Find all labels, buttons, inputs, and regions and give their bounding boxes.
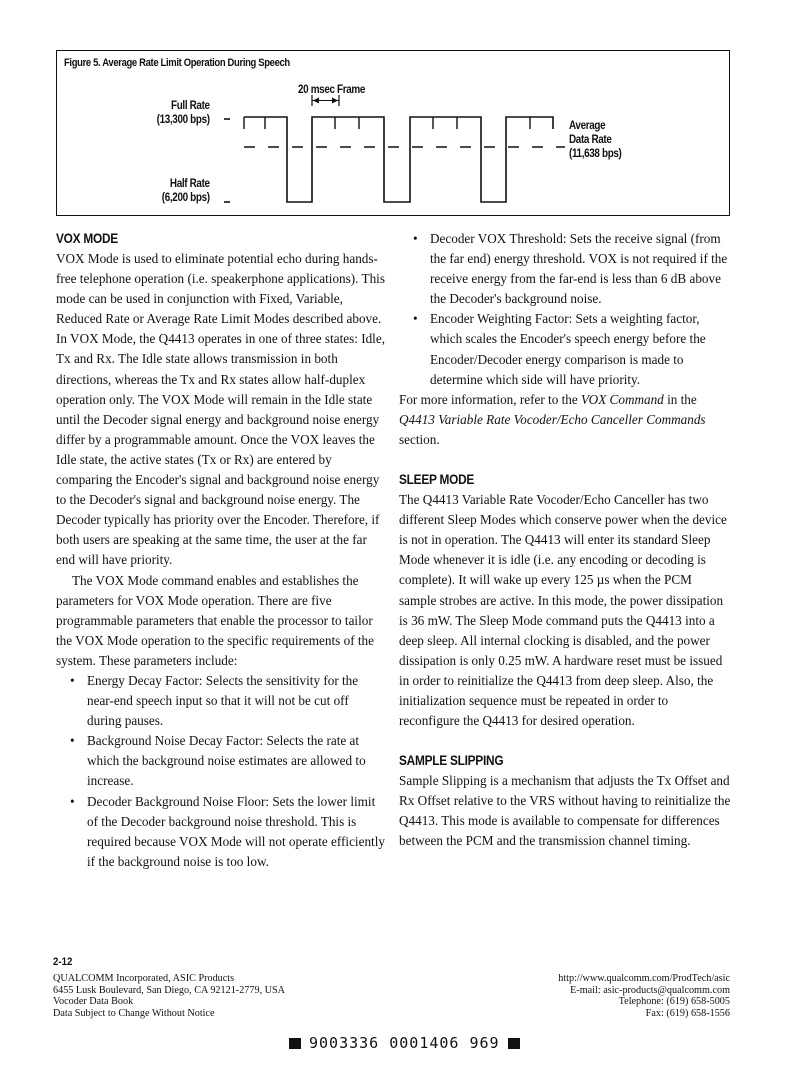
sample-slipping-heading: SAMPLE SLIPPING — [399, 753, 504, 769]
vox-mode-heading: VOX MODE — [56, 231, 118, 246]
right-column — [399, 229, 731, 852]
footer-company-info — [53, 973, 285, 1019]
rate-waveform — [244, 117, 553, 202]
half-rate-value: (6,200 bps) — [162, 192, 210, 204]
vox-parameter-list-continued — [399, 229, 731, 390]
list-item: • Energy Decay Factor: Selects the sensitivity for the near-end speech input so that it will not be cut off during pauses. — [56, 671, 386, 731]
half-rate-label — [162, 177, 210, 205]
rate-waveform-diagram — [57, 51, 729, 215]
footer-line: QUALCOMM Incorporated, ASIC Products — [53, 973, 235, 984]
figure-box — [56, 50, 730, 216]
list-item: • Decoder VOX Threshold: Sets the receive signal (from the far end) energy threshold. VOX is not required if the receive energy from the far-end is less than 6 dB above the Decoder's background noise. — [399, 229, 731, 309]
vox-mode-paragraph-2: The VOX Mode command enables and establishes the parameters for VOX Mode operation. There are five programmable parameters that enable the processor to tailor the VOX Mode operation to the specific requirements of the system. These parameters include: — [56, 572, 374, 668]
vox-more-info — [399, 390, 731, 450]
list-item: • Encoder Weighting Factor: Sets a weighting factor, which scales the Encoder's speech energy before the Encoder/Decoder energy comparison is made to determine which side will have priority. — [399, 309, 731, 389]
barcode-text: 9003336 0001406 969 — [309, 1034, 500, 1052]
footer-line: http://www.qualcomm.com/ProdTech/asic — [558, 973, 730, 984]
footer-line: Telephone: (619) 658-5005 — [618, 996, 730, 1008]
sample-slipping-paragraph: Sample Slipping is a mechanism that adjusts the Tx Offset and Rx Offset relative to the VRS without having to reinitialize the Q4413. This mode is available to compensate for differences between the PCM and the transmission channel timing. — [399, 773, 731, 849]
page-footer — [53, 956, 730, 1019]
full-rate-label — [157, 99, 210, 127]
average-rate-name-1: Average — [569, 120, 606, 132]
footer-contact-info — [558, 973, 730, 1019]
footer-line: 6455 Lusk Boulevard, San Diego, CA 92121-2779, USA — [53, 984, 286, 996]
frame-label: 20 msec Frame — [298, 84, 366, 96]
left-column — [56, 229, 386, 872]
footer-line: Vocoder Data Book — [53, 996, 134, 1008]
average-rate-label — [569, 119, 622, 161]
list-item: • Decoder Background Noise Floor: Sets the lower limit of the Decoder background noise threshold. This is required because VOX Mode will not operate efficiently if the background noise is too low. — [56, 792, 386, 872]
average-rate-value: (11,638 bps) — [569, 148, 622, 160]
footer-line: E-mail: asic-products@qualcomm.com — [570, 984, 730, 996]
barcode-block-left — [289, 1038, 301, 1049]
full-rate-value: (13,300 bps) — [156, 114, 210, 126]
vox-parameter-list — [56, 671, 386, 872]
sleep-mode-paragraph: The Q4413 Variable Rate Vocoder/Echo Canceller has two different Sleep Modes which conserve power when the device is not in operation. The Q4413 will enter its standard Sleep Mode whenever it is idle (i.e. any encoding or decoding is complete). It will wake up every 125 µs when the PCM sample strobes are active. In this mode, the power dissipation is 36 mW. The Sleep Mode command puts the Q4413 into a deep sleep. All internal clocking is disabled, and the power dissipation is only 0.25 mW. A hardware reset must be issued in order to reinitialize the Q4413 from deep sleep. Also, the initialization sequence must be repeated in order to reconfigure the Q4413 for desired operation. — [399, 492, 727, 729]
vox-command-reference: VOX Command — [581, 391, 664, 407]
footer-line: Data Subject to Change Without Notice — [53, 1007, 215, 1019]
list-item: • Background Noise Decay Factor: Selects the rate at which the background noise estimates are allowed to increase. — [56, 731, 386, 791]
footer-line: Fax: (619) 658-1556 — [645, 1007, 730, 1019]
half-rate-name: Half Rate — [170, 178, 210, 190]
full-rate-name: Full Rate — [171, 100, 210, 112]
more-info-text: in the — [663, 391, 697, 407]
figure-caption: Figure 5. Average Rate Limit Operation During Speech — [64, 57, 290, 69]
vox-mode-paragraph-1: VOX Mode is used to eliminate potential echo during hands-free telephone operation (i.e. speakerphone applications). This mode can be used in conjunction with Fixed, Variable, Reduced Rate or Average Rate Limit Modes described above. In VOX Mode, the Q4413 operates in one of three states: Idle, Tx and Rx. The Idle state allows transmission in both directions, whereas the Tx and Rx states allow half-duplex operation only. The VOX Mode will remain in the Idle state until the Decoder signal energy and background noise energy differ by a programmable amount. Once the VOX leaves the Idle state, the active states (Tx or Rx) are entered by comparing the Encoder's signal and background noise energy to the Decoder's signal and background noise energy. The Decoder typically has priority over the Encoder. Therefore, if both users are speaking at the same time, the user at the far end will have priority. — [56, 251, 385, 568]
more-info-text: section. — [399, 431, 440, 447]
barcode-strip — [281, 1034, 528, 1052]
average-rate-name-2: Data Rate — [569, 134, 612, 146]
barcode-block-right — [508, 1038, 520, 1049]
more-info-text: For more information, refer to the — [399, 391, 582, 407]
commands-section-reference: Q4413 Variable Rate Vocoder/Echo Canceller Commands — [399, 411, 706, 427]
sleep-mode-heading: SLEEP MODE — [399, 472, 475, 488]
page-number: 2-12 — [53, 956, 73, 968]
